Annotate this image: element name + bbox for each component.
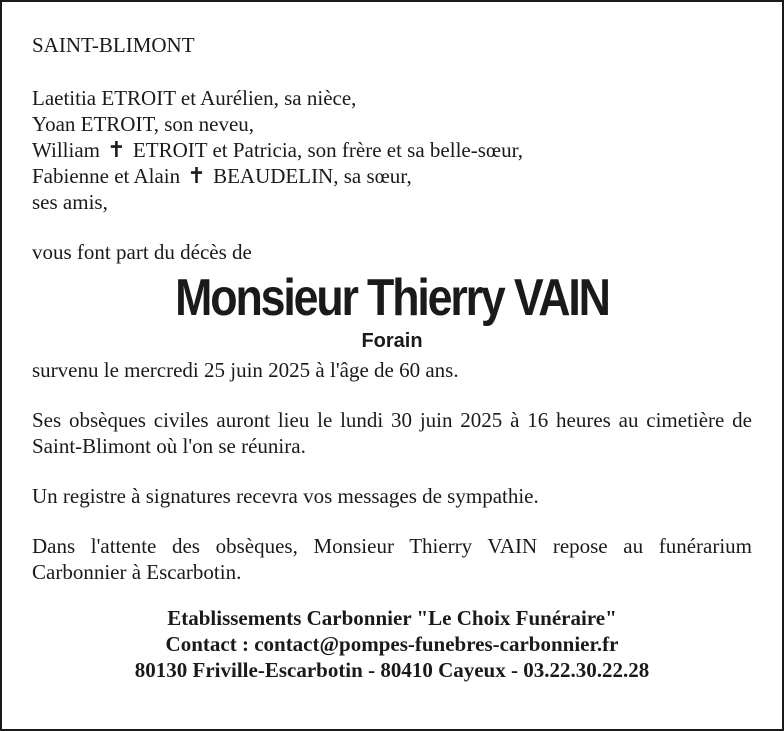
contact-email: Contact : contact@pompes-funebres-carbonnier.fr xyxy=(165,632,619,656)
death-info: survenu le mercredi 25 juin 2025 à l'âge de 60 ans. xyxy=(32,358,459,382)
family-line xyxy=(32,111,752,137)
funeral-home-footer xyxy=(32,605,752,683)
family-line-text: ses amis, xyxy=(32,190,108,214)
family-line-text: BEAUDELIN, sa sœur, xyxy=(213,164,412,188)
announcement: vous font part du décès de xyxy=(32,240,252,264)
deceased-name: Monsieur Thierry VAIN xyxy=(175,269,609,327)
family-line xyxy=(32,189,752,215)
family-line-text: ETROIT et Patricia, son frère et sa belle-sœur, xyxy=(132,138,523,162)
registry-info: Un registre à signatures recevra vos messages de sympathie. xyxy=(32,484,539,508)
family-line xyxy=(32,163,752,189)
family-line-text: Laetitia ETROIT et Aurélien, sa nièce, xyxy=(32,86,357,110)
location-heading: SAINT-BLIMONT xyxy=(32,33,195,57)
family-line-text: Yoan ETROIT, son neveu, xyxy=(32,112,255,136)
family-list xyxy=(32,85,752,215)
family-line xyxy=(32,85,752,111)
rest-info: Dans l'attente des obsèques, Monsieur Thierry VAIN repose au funérarium Carbonnier à Escarbotin. xyxy=(32,534,752,584)
family-line-text: Fabienne et Alain xyxy=(32,164,181,188)
deceased-profession: Forain xyxy=(361,330,423,352)
funeral-info: Ses obsèques civiles auront lieu le lundi 30 juin 2025 à 16 heures au cimetière de Saint-Blimont où l'on se réunira. xyxy=(32,408,752,458)
cross-icon: ✝ xyxy=(107,138,126,163)
cross-icon: ✝ xyxy=(187,164,206,189)
company-address: 80130 Friville-Escarbotin - 80410 Cayeux - 03.22.30.22.28 xyxy=(134,658,650,682)
family-line-text: William xyxy=(32,138,100,162)
company-name: Etablissements Carbonnier "Le Choix Funéraire" xyxy=(167,606,617,630)
family-line xyxy=(32,137,752,163)
